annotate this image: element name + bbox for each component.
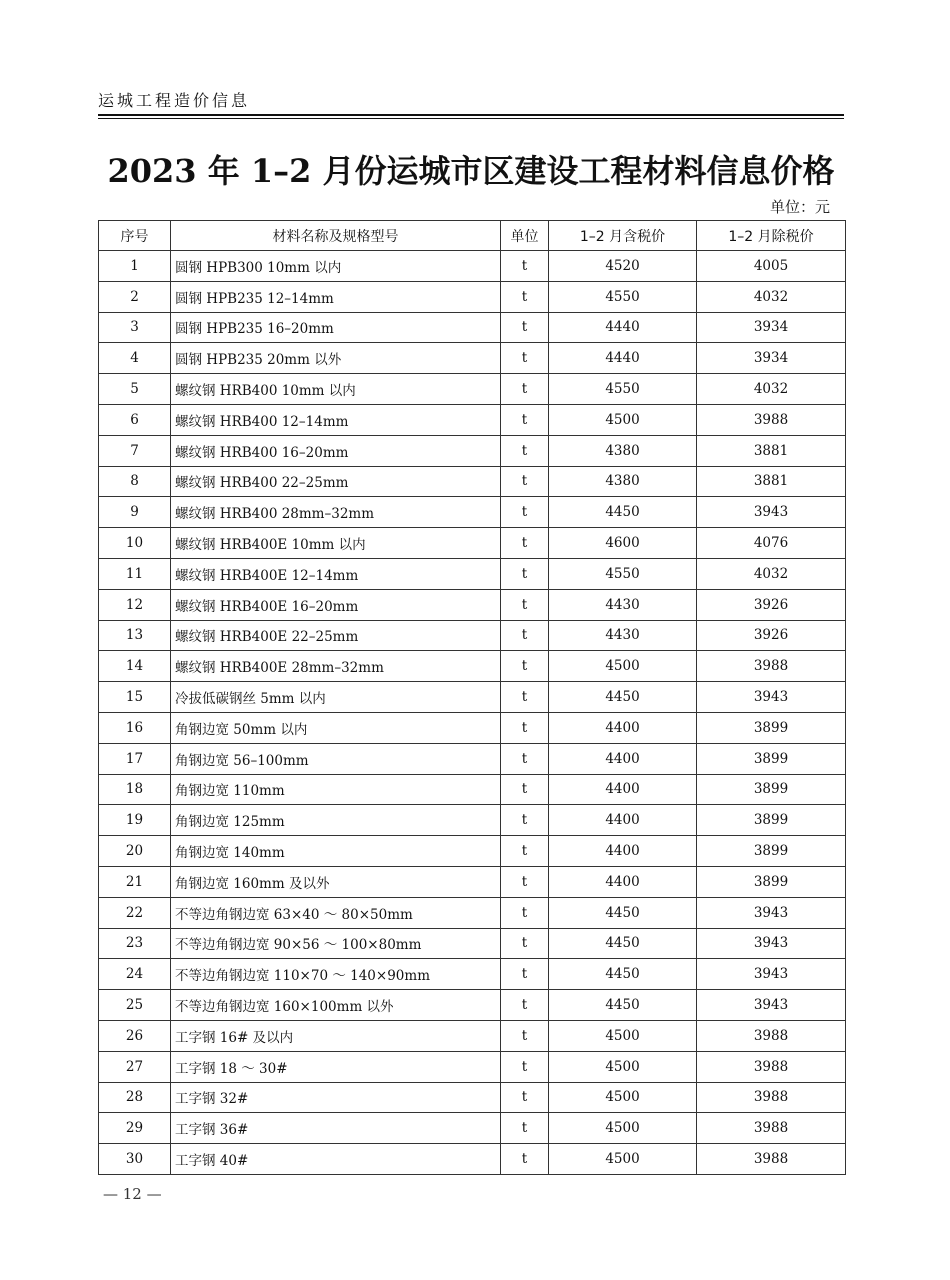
table-row — [99, 1113, 846, 1144]
cell-material: 工字钢 32# — [171, 1082, 501, 1113]
cell-material: 角钢边宽 110mm — [171, 774, 501, 805]
cell-price-incl-tax: 4400 — [549, 743, 697, 774]
cell-price-incl-tax: 4400 — [549, 774, 697, 805]
cell-price-excl-tax: 3934 — [697, 312, 846, 343]
cell-price-incl-tax: 4600 — [549, 528, 697, 559]
cell-index: 14 — [99, 651, 171, 682]
cell-index: 4 — [99, 343, 171, 374]
cell-index: 10 — [99, 528, 171, 559]
cell-material: 冷拔低碳钢丝 5mm 以内 — [171, 682, 501, 713]
table-row — [99, 990, 846, 1021]
cell-price-incl-tax: 4450 — [549, 682, 697, 713]
cell-index: 5 — [99, 374, 171, 405]
cell-price-excl-tax: 3899 — [697, 805, 846, 836]
cell-price-incl-tax: 4500 — [549, 1144, 697, 1175]
cell-price-incl-tax: 4500 — [549, 1051, 697, 1082]
cell-index: 7 — [99, 435, 171, 466]
cell-unit: t — [501, 1113, 549, 1144]
cell-price-excl-tax: 3943 — [697, 497, 846, 528]
table-row — [99, 928, 846, 959]
cell-price-incl-tax: 4500 — [549, 1020, 697, 1051]
cell-material: 角钢边宽 50mm 以内 — [171, 712, 501, 743]
cell-unit: t — [501, 589, 549, 620]
cell-price-incl-tax: 4430 — [549, 620, 697, 651]
table-row — [99, 743, 846, 774]
cell-material: 螺纹钢 HRB400 28mm–32mm — [171, 497, 501, 528]
cell-price-incl-tax: 4400 — [549, 866, 697, 897]
cell-material: 圆钢 HPB235 16–20mm — [171, 312, 501, 343]
cell-material: 工字钢 18 ～ 30# — [171, 1051, 501, 1082]
cell-index: 24 — [99, 959, 171, 990]
cell-index: 16 — [99, 712, 171, 743]
cell-index: 1 — [99, 251, 171, 282]
cell-price-incl-tax: 4430 — [549, 589, 697, 620]
cell-price-incl-tax: 4400 — [549, 712, 697, 743]
cell-price-excl-tax: 3899 — [697, 774, 846, 805]
cell-price-incl-tax: 4440 — [549, 343, 697, 374]
cell-price-excl-tax: 3926 — [697, 589, 846, 620]
table-body — [99, 251, 846, 1175]
cell-material: 圆钢 HPB235 12–14mm — [171, 281, 501, 312]
cell-material: 角钢边宽 125mm — [171, 805, 501, 836]
cell-material: 螺纹钢 HRB400 16–20mm — [171, 435, 501, 466]
cell-index: 17 — [99, 743, 171, 774]
cell-unit: t — [501, 743, 549, 774]
cell-unit: t — [501, 866, 549, 897]
cell-index: 29 — [99, 1113, 171, 1144]
cell-material: 螺纹钢 HRB400E 22–25mm — [171, 620, 501, 651]
cell-material: 不等边角钢边宽 160×100mm 以外 — [171, 990, 501, 1021]
cell-material: 工字钢 36# — [171, 1113, 501, 1144]
cell-unit: t — [501, 1051, 549, 1082]
price-table — [98, 220, 846, 1175]
table-row — [99, 712, 846, 743]
cell-price-excl-tax: 3988 — [697, 1051, 846, 1082]
journal-header: 运城工程造价信息 — [98, 91, 251, 110]
table-row — [99, 866, 846, 897]
cell-index: 11 — [99, 558, 171, 589]
cell-unit: t — [501, 836, 549, 867]
table-row — [99, 466, 846, 497]
table-row — [99, 435, 846, 466]
table-row — [99, 1082, 846, 1113]
cell-unit: t — [501, 651, 549, 682]
table-row — [99, 1020, 846, 1051]
cell-index: 28 — [99, 1082, 171, 1113]
table-row — [99, 897, 846, 928]
cell-index: 3 — [99, 312, 171, 343]
cell-price-incl-tax: 4500 — [549, 1113, 697, 1144]
cell-price-excl-tax: 3988 — [697, 404, 846, 435]
col-header-index: 序号 — [99, 221, 171, 251]
cell-price-excl-tax: 4076 — [697, 528, 846, 559]
cell-index: 2 — [99, 281, 171, 312]
cell-price-excl-tax: 3988 — [697, 1113, 846, 1144]
cell-price-excl-tax: 3881 — [697, 466, 846, 497]
cell-index: 15 — [99, 682, 171, 713]
cell-unit: t — [501, 805, 549, 836]
table-row — [99, 281, 846, 312]
table-row — [99, 805, 846, 836]
cell-material: 圆钢 HPB235 20mm 以外 — [171, 343, 501, 374]
table-row — [99, 528, 846, 559]
table-row — [99, 651, 846, 682]
cell-unit: t — [501, 1020, 549, 1051]
header-rule-thick — [98, 114, 844, 116]
cell-material: 角钢边宽 160mm 及以外 — [171, 866, 501, 897]
cell-unit: t — [501, 281, 549, 312]
table-row — [99, 404, 846, 435]
cell-unit: t — [501, 1082, 549, 1113]
cell-material: 螺纹钢 HRB400E 12–14mm — [171, 558, 501, 589]
cell-unit: t — [501, 959, 549, 990]
cell-material: 螺纹钢 HRB400E 28mm–32mm — [171, 651, 501, 682]
cell-price-incl-tax: 4450 — [549, 497, 697, 528]
cell-price-excl-tax: 4005 — [697, 251, 846, 282]
table-row — [99, 251, 846, 282]
page-number: — 12 — — [103, 1185, 162, 1203]
table-row — [99, 836, 846, 867]
cell-material: 圆钢 HPB300 10mm 以内 — [171, 251, 501, 282]
cell-unit: t — [501, 528, 549, 559]
cell-price-incl-tax: 4500 — [549, 404, 697, 435]
cell-price-incl-tax: 4500 — [549, 651, 697, 682]
cell-unit: t — [501, 712, 549, 743]
cell-unit: t — [501, 620, 549, 651]
cell-index: 13 — [99, 620, 171, 651]
cell-price-excl-tax: 4032 — [697, 281, 846, 312]
cell-price-incl-tax: 4400 — [549, 805, 697, 836]
cell-unit: t — [501, 374, 549, 405]
cell-material: 角钢边宽 140mm — [171, 836, 501, 867]
cell-unit: t — [501, 343, 549, 374]
cell-material: 不等边角钢边宽 90×56 ～ 100×80mm — [171, 928, 501, 959]
table-row — [99, 374, 846, 405]
cell-unit: t — [501, 404, 549, 435]
col-header-unit: 单位 — [501, 221, 549, 251]
page-title: 2023 年 1–2 月份运城市区建设工程材料信息价格 — [107, 152, 835, 190]
cell-price-incl-tax: 4380 — [549, 466, 697, 497]
table-row — [99, 558, 846, 589]
cell-unit: t — [501, 682, 549, 713]
cell-unit: t — [501, 558, 549, 589]
cell-price-excl-tax: 4032 — [697, 374, 846, 405]
table-row — [99, 620, 846, 651]
cell-index: 22 — [99, 897, 171, 928]
cell-price-incl-tax: 4550 — [549, 374, 697, 405]
cell-unit: t — [501, 466, 549, 497]
cell-price-excl-tax: 4032 — [697, 558, 846, 589]
cell-unit: t — [501, 774, 549, 805]
cell-material: 螺纹钢 HRB400 22–25mm — [171, 466, 501, 497]
cell-price-excl-tax: 3899 — [697, 743, 846, 774]
table-row — [99, 312, 846, 343]
cell-unit: t — [501, 251, 549, 282]
cell-unit: t — [501, 312, 549, 343]
cell-price-incl-tax: 4550 — [549, 558, 697, 589]
cell-price-excl-tax: 3943 — [697, 682, 846, 713]
table-row — [99, 343, 846, 374]
cell-price-excl-tax: 3926 — [697, 620, 846, 651]
cell-index: 12 — [99, 589, 171, 620]
cell-index: 6 — [99, 404, 171, 435]
cell-index: 9 — [99, 497, 171, 528]
cell-material: 螺纹钢 HRB400E 16–20mm — [171, 589, 501, 620]
cell-material: 螺纹钢 HRB400 10mm 以内 — [171, 374, 501, 405]
cell-unit: t — [501, 897, 549, 928]
cell-material: 螺纹钢 HRB400E 10mm 以内 — [171, 528, 501, 559]
cell-price-incl-tax: 4450 — [549, 990, 697, 1021]
table-row — [99, 774, 846, 805]
cell-price-incl-tax: 4500 — [549, 1082, 697, 1113]
cell-index: 20 — [99, 836, 171, 867]
cell-price-incl-tax: 4520 — [549, 251, 697, 282]
cell-unit: t — [501, 928, 549, 959]
cell-price-excl-tax: 3943 — [697, 990, 846, 1021]
cell-price-incl-tax: 4380 — [549, 435, 697, 466]
cell-unit: t — [501, 1144, 549, 1175]
cell-unit: t — [501, 990, 549, 1021]
cell-index: 26 — [99, 1020, 171, 1051]
cell-index: 23 — [99, 928, 171, 959]
cell-material: 不等边角钢边宽 110×70 ～ 140×90mm — [171, 959, 501, 990]
cell-price-excl-tax: 3943 — [697, 959, 846, 990]
cell-material: 角钢边宽 56–100mm — [171, 743, 501, 774]
cell-index: 27 — [99, 1051, 171, 1082]
cell-price-excl-tax: 3943 — [697, 897, 846, 928]
table-row — [99, 589, 846, 620]
cell-index: 8 — [99, 466, 171, 497]
cell-price-incl-tax: 4550 — [549, 281, 697, 312]
cell-unit: t — [501, 497, 549, 528]
cell-material: 螺纹钢 HRB400 12–14mm — [171, 404, 501, 435]
cell-price-excl-tax: 3988 — [697, 1020, 846, 1051]
cell-index: 18 — [99, 774, 171, 805]
cell-material: 工字钢 40# — [171, 1144, 501, 1175]
cell-price-incl-tax: 4440 — [549, 312, 697, 343]
table-row — [99, 1051, 846, 1082]
cell-material: 工字钢 16# 及以内 — [171, 1020, 501, 1051]
cell-price-excl-tax: 3899 — [697, 712, 846, 743]
table-row — [99, 1144, 846, 1175]
cell-index: 21 — [99, 866, 171, 897]
cell-price-excl-tax: 3899 — [697, 836, 846, 867]
table-row — [99, 959, 846, 990]
cell-index: 25 — [99, 990, 171, 1021]
unit-label: 单位：元 — [769, 198, 830, 216]
header-rule-thin — [98, 118, 844, 119]
table-header-row — [99, 221, 846, 251]
cell-price-excl-tax: 3988 — [697, 1082, 846, 1113]
cell-index: 30 — [99, 1144, 171, 1175]
cell-material: 不等边角钢边宽 63×40 ～ 80×50mm — [171, 897, 501, 928]
cell-unit: t — [501, 435, 549, 466]
col-header-price-excl-tax: 1–2 月除税价 — [697, 221, 846, 251]
cell-price-excl-tax: 3943 — [697, 928, 846, 959]
cell-price-excl-tax: 3988 — [697, 651, 846, 682]
table-row — [99, 497, 846, 528]
col-header-material: 材料名称及规格型号 — [171, 221, 501, 251]
cell-price-incl-tax: 4400 — [549, 836, 697, 867]
cell-index: 19 — [99, 805, 171, 836]
cell-price-incl-tax: 4450 — [549, 897, 697, 928]
col-header-price-incl-tax: 1–2 月含税价 — [549, 221, 697, 251]
cell-price-incl-tax: 4450 — [549, 959, 697, 990]
cell-price-excl-tax: 3988 — [697, 1144, 846, 1175]
cell-price-excl-tax: 3899 — [697, 866, 846, 897]
table-row — [99, 682, 846, 713]
cell-price-excl-tax: 3881 — [697, 435, 846, 466]
cell-price-excl-tax: 3934 — [697, 343, 846, 374]
cell-price-incl-tax: 4450 — [549, 928, 697, 959]
